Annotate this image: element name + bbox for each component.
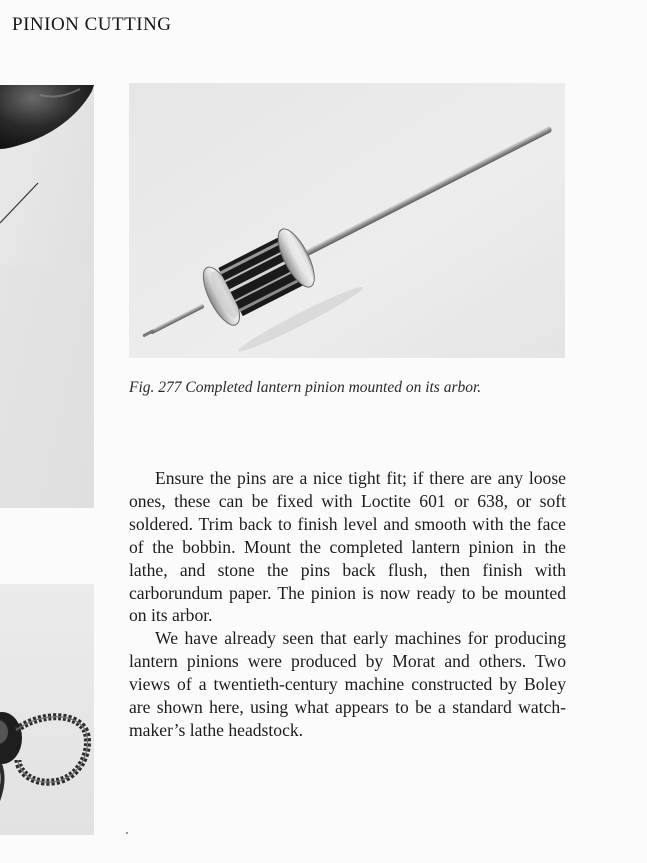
lantern-pinion-photo — [129, 83, 565, 358]
running-head: PINION CUTTING — [12, 14, 172, 35]
paragraph-1: Ensure the pins are a nice tight fit; if there are any loose ones, these can be fixed with Loctite 601 or 638, or soft soldered. Trim back to finish level and smooth with the face of the bobbin. Mount the completed lantern pinion in the lathe, and stone the pins back flush, then finish with carborundum paper. The pinion is now ready to be mounted on its arbor. — [129, 468, 566, 626]
left-photo-bottom — [0, 584, 94, 835]
left-photo-top — [0, 85, 94, 508]
page-speck — [126, 832, 128, 834]
paragraph-2: We have already seen that early machines for producing lantern pinions were produced by Morat and others. Two views of a twentieth-century machine constructed by Boley are shown here, using what appears to be a standard watchmaker’s lathe headstock. — [129, 628, 566, 740]
figure-caption: Fig. 277 Completed lantern pinion mounted on its arbor. — [129, 379, 482, 396]
body-text — [129, 467, 566, 742]
